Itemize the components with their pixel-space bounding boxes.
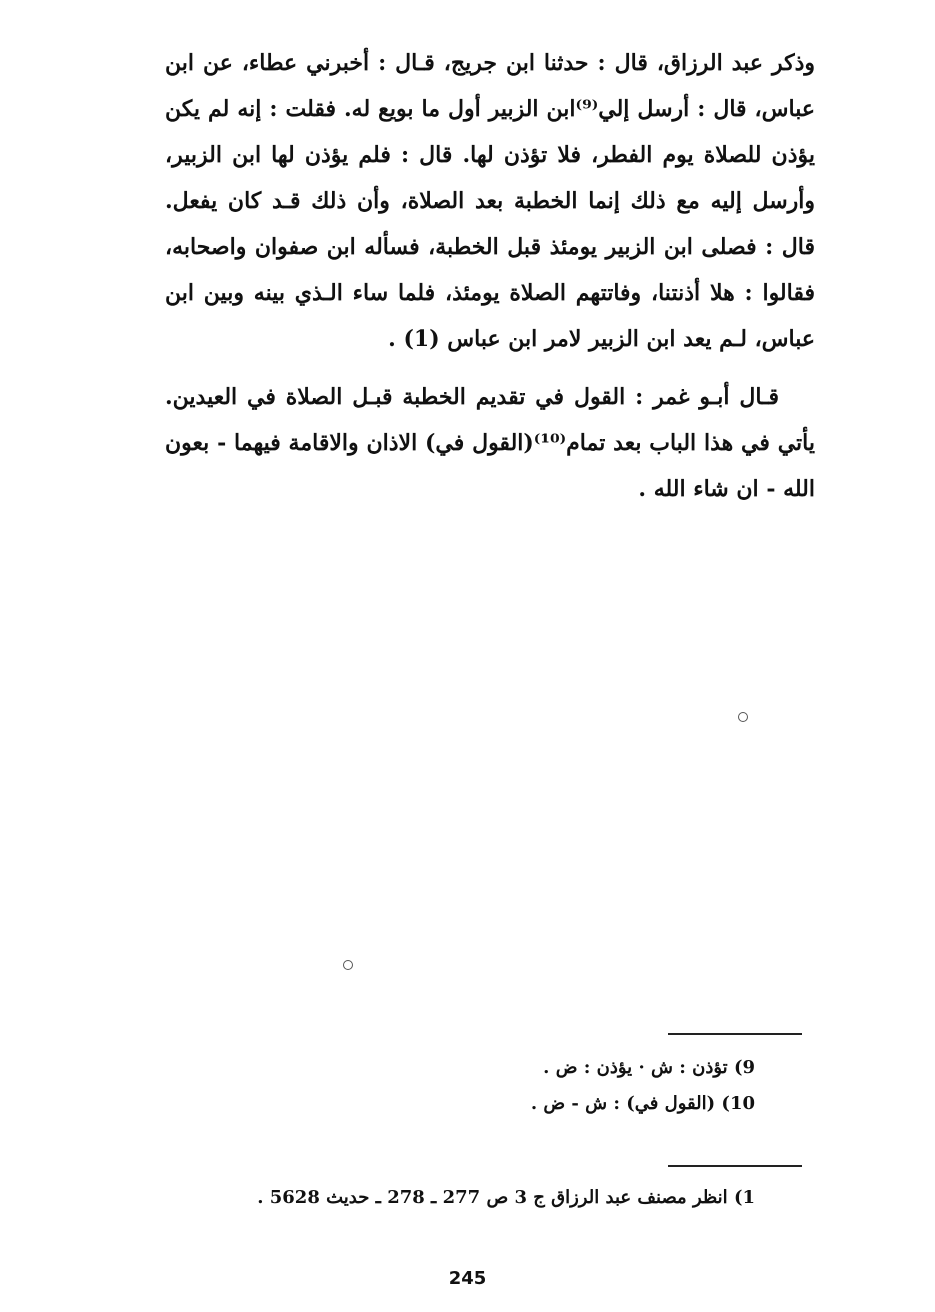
source-notes	[257, 1180, 755, 1216]
footnote-9: 9) تؤذن : ش · يؤذن : ض .	[543, 1057, 755, 1078]
footnote-1: 1) انظر مصنف عبد الرزاق ج 3 ص 277 ـ 278 ـ حديث 5628 .	[257, 1187, 755, 1208]
scan-speck	[738, 712, 748, 722]
footnote-rule-variants	[668, 1033, 802, 1035]
main-text-block	[165, 40, 815, 512]
page-number: 245	[448, 1268, 487, 1289]
footnote-rule-sources	[668, 1165, 802, 1167]
scan-speck	[343, 960, 353, 970]
paragraph-hadith: وذكر عبد الرزاق، قال : حدثنا ابن جريج، قـال : أخبرني عطاء، عن ابن عباس، قال : أرسل إلي⁽⁹⁾ابن الزبير أول ما بويع له. فقلت : إنه لم يكن يؤذن للصلاة يوم الفطر، فلا تؤذن لها. قال : فلم يؤذن لها ابن الزبير، وأرسل إليه مع ذلك إنما الخطبة بعد الصلاة، وأن ذلك قـد كان يفعل. قال : فصلى ابن الزبير يومئذ قبل الخطبة، فسأله ابن صفوان واصحابه، فقالوا : هلا أذنتنا، وفاتتهم الصلاة يومئذ، فلما ساء الـذي بينه وبين ابن عباس، لـم يعد ابن الزبير لامر ابن عباس (1) .	[165, 50, 815, 352]
footnote-10: 10) (القول في) : ش - ض .	[530, 1093, 755, 1114]
variant-notes	[531, 1050, 755, 1122]
paragraph-commentary: قـال أبـو غمر : القول في تقديم الخطبة قبـل الصلاة في العيدين. يأتي في هذا الباب بعد تمام⁽¹⁰⁾(القول في) الاذان والاقامة فيهما - بعون الله - ان شاء الله .	[165, 384, 815, 502]
